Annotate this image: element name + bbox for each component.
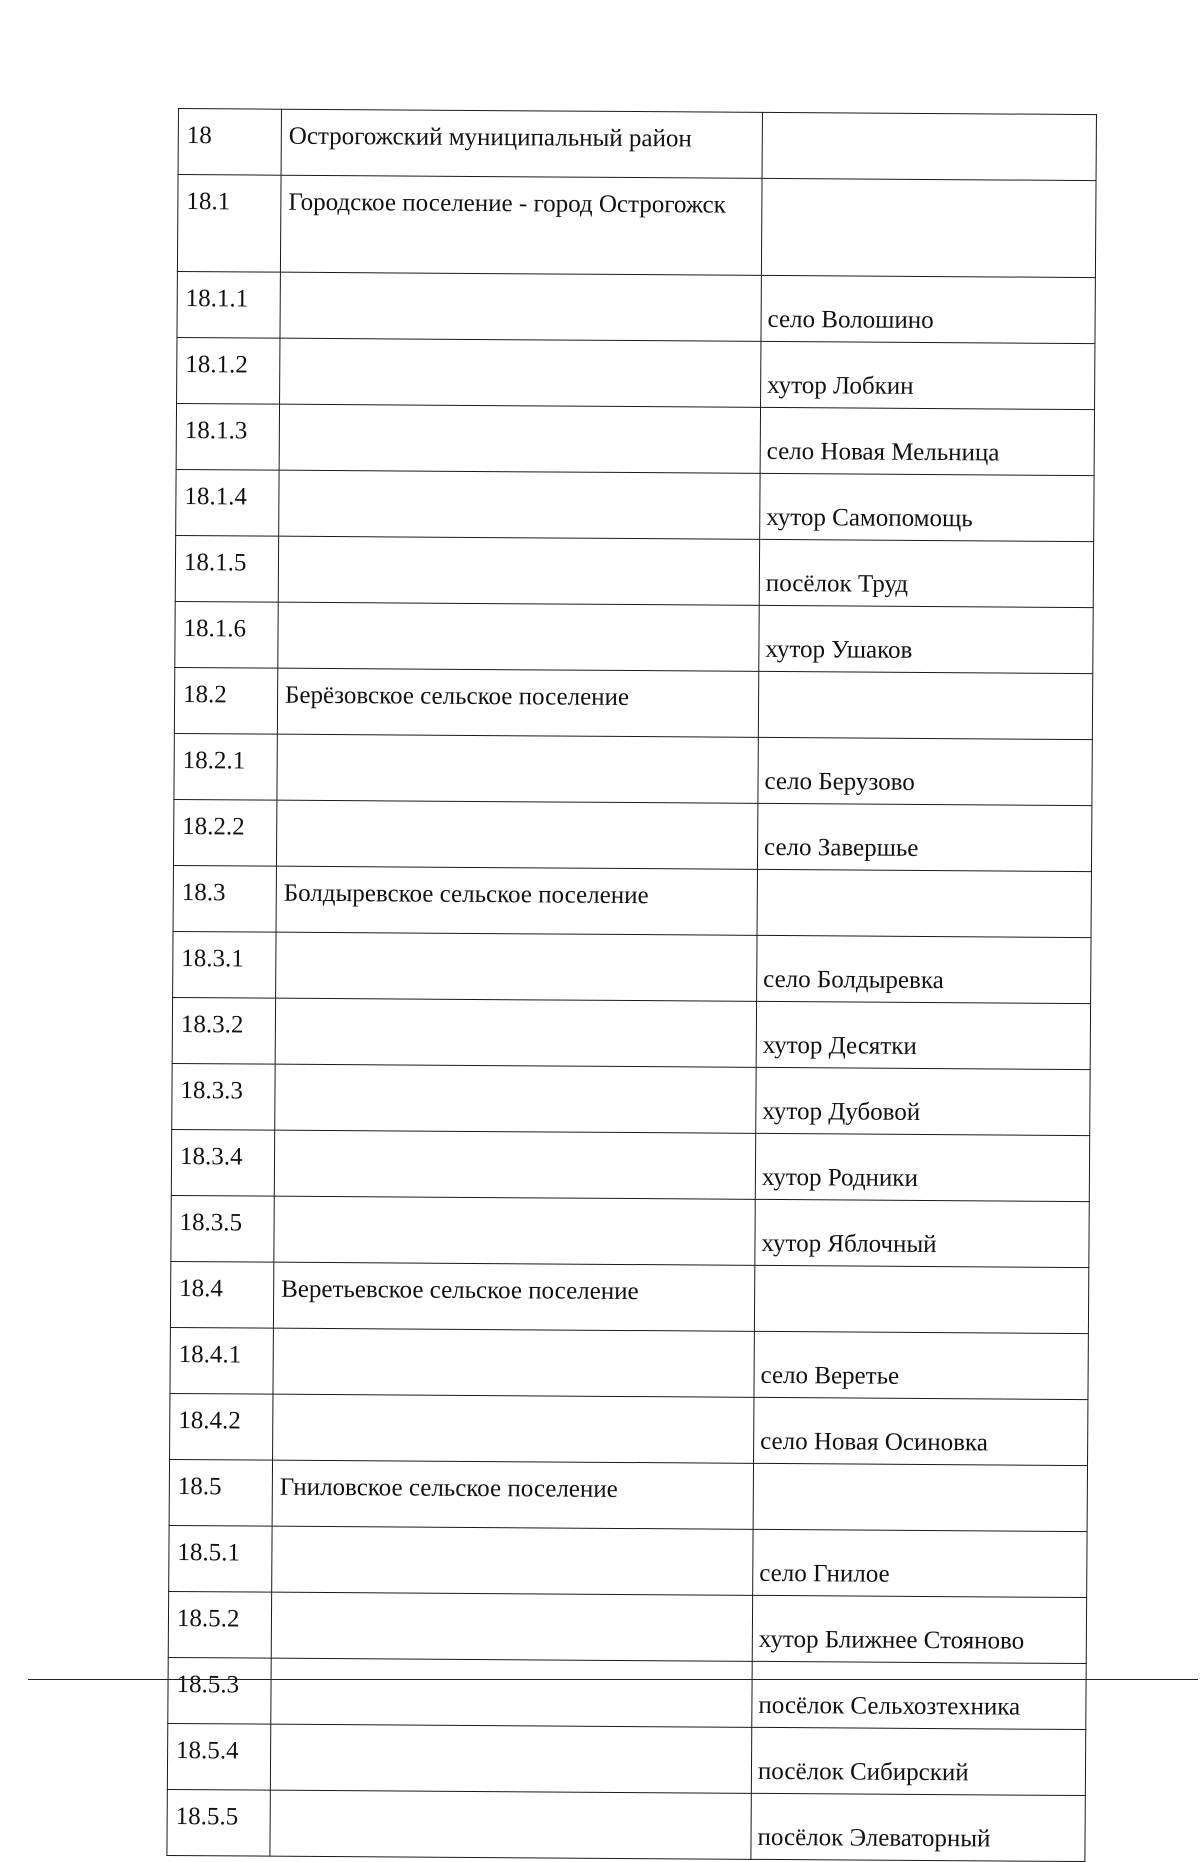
table-row [170,1393,1088,1465]
municipality-name [274,1196,755,1265]
table-row [170,1327,1088,1399]
row-number: 18.5.2 [168,1591,271,1658]
row-number: 18.1 [177,175,281,273]
settlement-cell [752,1661,1086,1729]
settlement-name: хутор Самопомощь [766,503,973,533]
municipality-name [273,1328,754,1397]
settlement-name: хутор Ближнее Стояново [758,1625,1025,1655]
municipality-name: Городское поселение - город Острогожск [280,175,762,275]
row-number: 18.1.4 [176,469,279,536]
settlement-name: хутор Ушаков [765,635,913,664]
row-number: 18.4 [170,1261,273,1328]
settlement-cell [761,178,1096,277]
row-number: 18.4.2 [170,1393,273,1460]
municipality-name: Берёзовское сельское поселение [277,668,758,737]
row-number: 18.3.5 [171,1195,274,1262]
settlement-cell [757,803,1091,871]
settlement-name: село Гнилое [759,1559,890,1588]
municipality-name [278,536,759,605]
settlement-name: хутор Дубовой [762,1097,921,1126]
settlement-name: село Берузово [764,767,915,796]
municipality-name [279,404,760,473]
table-row [171,1129,1089,1201]
table-row [168,1591,1086,1663]
row-number: 18.1.3 [176,403,279,470]
settlement-name: село Волошино [767,305,934,335]
municipality-name [270,1790,751,1859]
municipality-name [280,272,761,341]
municipality-name [276,800,757,869]
table-row [172,1063,1090,1135]
table-row [167,1723,1085,1795]
settlement-cell [756,1001,1090,1069]
settlements-table [166,108,1097,1862]
table-row [172,997,1090,1069]
row-number: 18.1.5 [175,535,278,602]
settlement-cell [753,1529,1087,1597]
table-row [176,403,1094,475]
table-row [173,865,1091,937]
row-number: 18.2.1 [174,733,277,800]
row-number: 18.4.1 [170,1327,273,1394]
municipality-name: Болдыревское сельское поселение [276,866,757,935]
settlement-cell [752,1595,1086,1663]
settlement-cell [760,473,1094,541]
settlement-cell [761,275,1095,343]
table-row [174,733,1092,805]
settlement-cell [756,1067,1090,1135]
settlement-cell [759,539,1093,607]
municipality-name [278,602,759,671]
table-row [173,931,1091,1003]
row-number: 18 [178,109,281,176]
settlement-name: село Новая Осиновка [760,1427,988,1457]
municipality-name [277,734,758,803]
table-row [178,109,1096,181]
municipality-name [275,998,756,1067]
municipality-name [280,338,761,407]
municipality-name [271,1592,752,1661]
table-row [176,469,1094,541]
row-number: 18.3.4 [171,1129,274,1196]
settlement-cell [754,1265,1088,1333]
row-number: 18.5.3 [168,1657,271,1724]
row-number: 18.3 [173,865,276,932]
table-row [169,1459,1087,1531]
bottom-divider-line [28,1679,1198,1680]
table-row [175,535,1093,607]
settlement-name: хутор Лобкин [767,371,914,400]
settlement-name: село Болдыревка [763,965,944,995]
table-row [168,1657,1086,1729]
settlement-cell [758,737,1092,805]
settlement-name: село Веретье [760,1361,900,1390]
settlement-cell [760,407,1094,475]
settlement-cell [754,1397,1088,1465]
row-number: 18.2 [174,667,277,734]
table-row [173,799,1091,871]
municipality-name [270,1724,751,1793]
municipality-name [273,1394,754,1463]
municipality-name [279,470,760,539]
settlement-cell [751,1793,1085,1861]
settlement-name: посёлок Сибирский [757,1757,969,1787]
settlement-cell [755,1199,1089,1267]
settlement-name: посёлок Труд [765,569,909,598]
row-number: 18.5.4 [167,1723,270,1790]
row-number: 18.2.2 [173,799,276,866]
table-row [175,601,1093,673]
settlement-cell [762,112,1096,180]
settlement-cell [755,1133,1089,1201]
settlement-cell [758,671,1092,739]
settlement-name: посёлок Сельхозтехника [758,1691,1021,1721]
settlement-cell [761,341,1095,409]
row-number: 18.1.1 [177,271,280,338]
municipality-name [275,1064,756,1133]
municipality-name: Острогожский муниципальный район [281,109,762,178]
row-number: 18.5 [169,1459,272,1526]
table-row [169,1525,1087,1597]
table-row [170,1261,1088,1333]
municipality-name [272,1526,753,1595]
settlement-cell [754,1331,1088,1399]
row-number: 18.3.3 [172,1063,275,1130]
municipality-name: Веретьевское сельское поселение [273,1262,754,1331]
table-row [167,1789,1085,1861]
settlement-cell [751,1727,1085,1795]
row-number: 18.5.1 [169,1525,272,1592]
row-number: 18.3.2 [172,997,275,1064]
settlement-name: село Завершье [764,833,919,862]
municipality-name: Гниловское сельское поселение [272,1460,753,1529]
table-row [174,667,1092,739]
settlement-cell [753,1463,1087,1531]
settlement-name: село Новая Мельница [766,437,1000,467]
table-row [177,271,1095,343]
settlement-cell [759,605,1093,673]
municipality-name [276,932,757,1001]
municipality-name [271,1658,752,1727]
settlement-cell [757,935,1091,1003]
settlement-name: посёлок Элеваторный [757,1823,991,1853]
municipality-name [274,1130,755,1199]
table-row [177,175,1096,278]
settlement-name: хутор Яблочный [761,1229,937,1259]
settlement-name: хутор Десятки [762,1031,917,1060]
row-number: 18.1.6 [175,601,278,668]
row-number: 18.1.2 [177,337,280,404]
table-row [171,1195,1089,1267]
settlement-cell [757,869,1091,937]
row-number: 18.3.1 [173,931,276,998]
settlement-name: хутор Родники [761,1163,918,1192]
row-number: 18.5.5 [167,1789,270,1856]
table-row [177,337,1095,409]
